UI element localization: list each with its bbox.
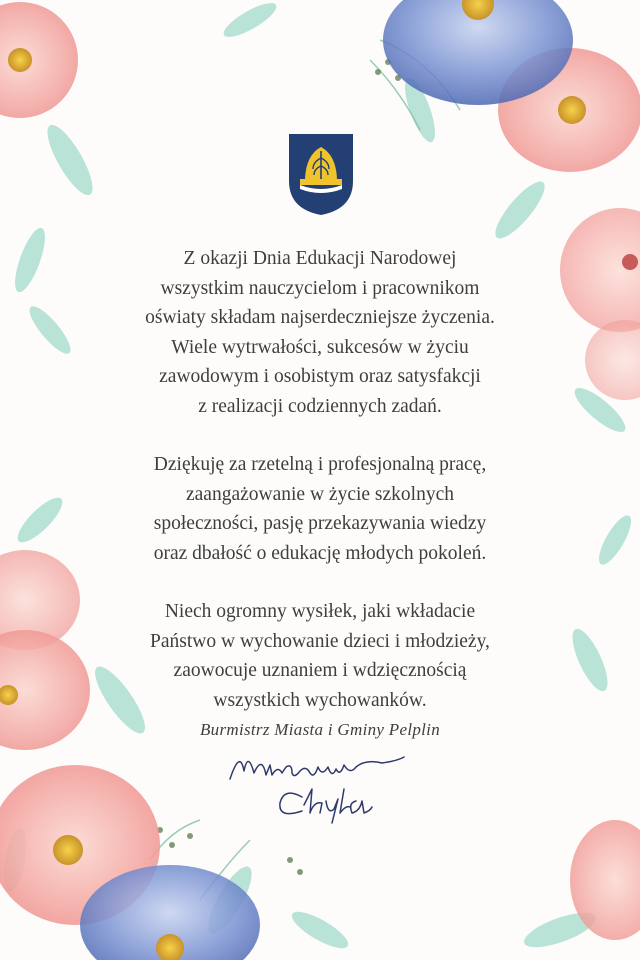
text-line: wszystkich wychowanków. [213, 689, 427, 711]
text-line: Państwo w wychowanie dzieci i młodzieży, [150, 630, 490, 652]
flower-left-mid [0, 550, 90, 750]
text-line: zawodowym i osobistym oraz satysfakcji [159, 366, 481, 387]
flower-blue-top [383, 0, 573, 105]
flower-top-left [0, 2, 78, 118]
paragraph-closing [100, 597, 540, 715]
text-line: wszystkim nauczycielom i pracownikom [160, 277, 480, 299]
paragraph-greeting [100, 244, 540, 421]
text-line: zaangażowanie w życie szkolnych [186, 483, 454, 505]
text-line: Z okazji Dnia Edukacji Narodowej [183, 248, 457, 269]
flower-top-right [498, 48, 640, 172]
text-line: Wiele wytrwałości, sukcesów w życiu [171, 336, 469, 358]
flower-right-lower [585, 320, 640, 400]
handwritten-signature [222, 745, 412, 825]
text-line: z realizacji codziennych zadań. [198, 395, 442, 417]
letter-body [100, 244, 540, 744]
flower-right [560, 208, 640, 332]
text-line: Dziękuję za rzetelną i profesjonalną pracę, [153, 454, 487, 475]
text-line: zaowocuje uznaniem i wdzięcznością [173, 660, 467, 681]
signatory-title: Burmistrz Miasta i Gminy Pelplin [199, 720, 441, 739]
text-line: społeczności, pasję przekazywania wiedzy [153, 513, 487, 534]
flower-bottom-right [570, 820, 640, 940]
text-line: Niech ogromny wysiłek, jaki wkładacie [164, 601, 476, 622]
text-line: oświaty składam najserdeczniejsze życzenia. [145, 307, 495, 328]
text-line: oraz dbałość o edukację młodych pokoleń. [153, 542, 487, 564]
coat-of-arms-icon [286, 131, 356, 217]
paragraph-thanks [100, 450, 540, 568]
flower-bottom-left [0, 765, 160, 925]
flower-blue-bottom [80, 865, 260, 960]
